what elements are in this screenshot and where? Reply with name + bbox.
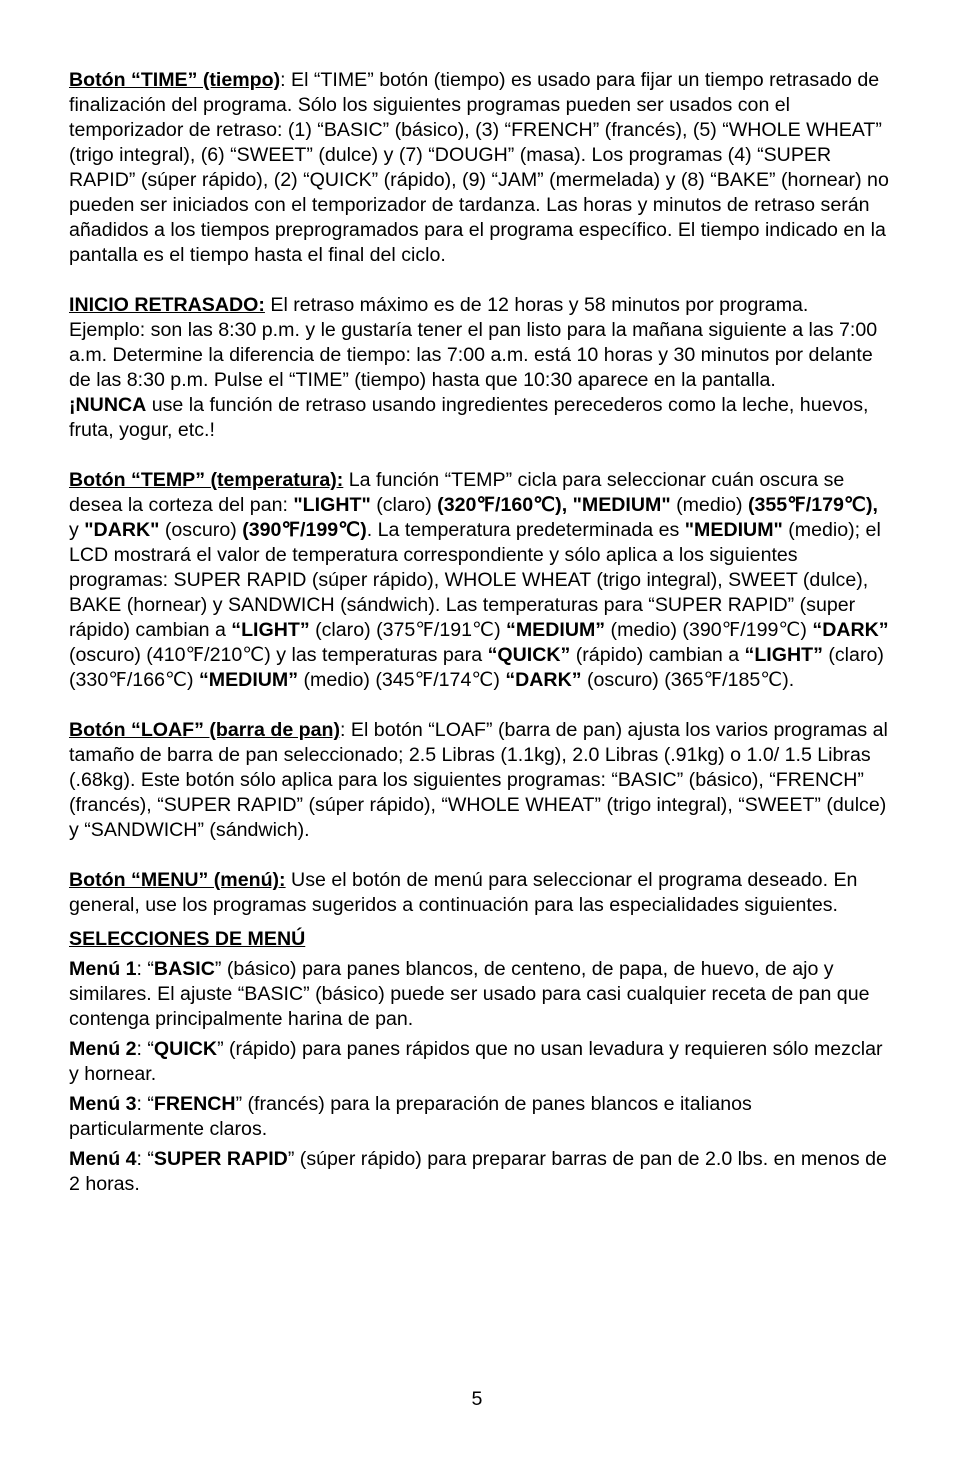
menu-selections-list [69, 957, 889, 1197]
temp-bold: (390℉/199℃) [242, 519, 367, 541]
temp-bold: (355℉/179℃), [747, 494, 878, 516]
temp-bold: “DARK” [812, 619, 889, 641]
menu-item-name: SUPER RAPID [153, 1148, 288, 1170]
temp-text: (claro) [370, 494, 438, 516]
temp-bold: “MEDIUM” [198, 669, 299, 691]
temp-bold: “DARK” [505, 669, 582, 691]
menu-item-sep: : “ [136, 1093, 154, 1115]
page-number: 5 [471, 1388, 483, 1410]
delay-start-paragraph [69, 293, 889, 318]
delay-start-heading: INICIO RETRASADO: [69, 294, 265, 316]
temp-button-paragraph [69, 468, 889, 693]
temp-bold: “LIGHT” [744, 644, 823, 666]
menu-item-text: ” (básico) para panes blancos, de centeno, de papa, de huevo, de ajo y similares. El ajuste “BASIC” (básico) puede ser usado para casi cualquier receta de pan que contenga principalmente harina de pan. [69, 958, 870, 1030]
menu-item-sep: : “ [136, 1148, 154, 1170]
list-item [69, 1037, 889, 1087]
temp-text: (medio); el LCD mostrará el valor de temperatura correspondiente y sólo aplica a los siguientes programas: SUPER RAPID (súper rápido), WHOLE WHEAT (trigo integral), SWEET (dulce), BAKE (hornear) y SANDWICH (sándwich). Las temperaturas para “SUPER RAPID” (super rápido) cambian a [69, 519, 881, 641]
temp-button-heading: Botón “TEMP” (temperatura): [69, 469, 344, 491]
menu-item-label: Menú 2 [69, 1038, 137, 1060]
delay-example-paragraph: Ejemplo: son las 8:30 p.m. y le gustaría tener el pan listo para la mañana siguiente a las 7:00 a.m. Determine la diferencia de tiempo: las 7:00 a.m. está 10 horas y 30 minutos por delante de las 8:30 p.m. Pulse el “TIME” (tiempo) hasta que 10:30 aparece en la pantalla. [69, 319, 878, 391]
list-item [69, 1092, 889, 1142]
delay-warning-paragraph [69, 393, 889, 443]
delay-warning-bold: ¡NUNCA [69, 394, 147, 416]
list-item [69, 1147, 889, 1197]
temp-text: (claro) (330℉/166℃) [69, 644, 884, 691]
temp-text: (oscuro) (410℉/210℃) y las temperaturas para [69, 644, 488, 666]
menu-item-name: QUICK [153, 1038, 218, 1060]
menu-item-label: Menú 1 [69, 958, 137, 980]
menu-item-name: FRENCH [153, 1093, 236, 1115]
menu-button-heading: Botón “MENU” (menú): [69, 869, 286, 891]
temp-bold: "MEDIUM" [684, 519, 783, 541]
menu-item-text: ” (francés) para la preparación de panes blancos e italianos particularmente claros. [69, 1093, 752, 1140]
temp-text: (medio) [670, 494, 748, 516]
loaf-button-paragraph [69, 718, 889, 843]
menu-selections-heading: SELECCIONES DE MENÚ [69, 928, 306, 950]
menu-button-paragraph [69, 868, 889, 918]
temp-text: (medio) (345℉/174℃) [298, 669, 506, 691]
temp-text: (oscuro) (365℉/185℃). [581, 669, 795, 691]
temp-text: (claro) (375℉/191℃) [309, 619, 507, 641]
manual-page [69, 68, 889, 1197]
delay-warning-text: use la función de retraso usando ingredientes perecederos como la leche, huevos, fruta, yogur, etc.! [69, 394, 869, 441]
menu-item-label: Menú 3 [69, 1093, 137, 1115]
list-item [69, 957, 889, 1032]
menu-item-sep: : “ [136, 1038, 154, 1060]
temp-bold: “MEDIUM” [506, 619, 606, 641]
menu-item-text: ” (súper rápido) para preparar barras de pan de 2.0 lbs. en menos de 2 horas. [69, 1148, 887, 1195]
temp-text: (medio) (390℉/199℃) [605, 619, 813, 641]
time-button-heading: Botón “TIME” (tiempo) [69, 69, 281, 91]
temp-bold: “QUICK” [487, 644, 571, 666]
temp-text: (oscuro) [159, 519, 243, 541]
time-button-text: : El “TIME” botón (tiempo) es usado para fijar un tiempo retrasado de finalización del programa. Sólo los siguientes programas pueden ser usados con el temporizador de retraso: (1) “BASIC” (básico), (3) “FRENCH” (francés), (5) “WHOLE WHEAT” (trigo integral), (6) “SWEET” (dulce) y (7) “DOUGH” (masa). Los programas (4) “SUPER RAPID” (súper rápido), (2) “QUICK” (rápido), (9) “JAM” (mermelada) y (8) “BAKE” (hornear) no pueden ser iniciados con el temporizador de tardanza. Las horas y minutos de retraso serán añadidos a los tiempos preprogramados para el programa específico. El tiempo indicado en la pantalla es el tiempo hasta el final del ciclo. [69, 69, 889, 266]
temp-bold: “LIGHT” [231, 619, 310, 641]
delay-start-text: El retraso máximo es de 12 horas y 58 minutos por programa. [264, 294, 809, 316]
temp-text: La función “TEMP” cicla para seleccionar cuán oscura se desea la corteza del pan: [69, 469, 845, 516]
temp-text: . La temperatura predeterminada es [366, 519, 685, 541]
temp-text: (rápido) cambian a [570, 644, 745, 666]
temp-bold: "DARK" [84, 519, 160, 541]
temp-bold: "LIGHT" [293, 494, 371, 516]
menu-item-name: BASIC [153, 958, 215, 980]
time-button-paragraph [69, 68, 889, 268]
menu-item-text: ” (rápido) para panes rápidos que no usan levadura y requieren sólo mezclar y hornear. [69, 1038, 883, 1085]
menu-button-text: Use el botón de menú para seleccionar el programa deseado. En general, use los programas sugeridos a continuación para las especialidades siguientes. [69, 869, 858, 916]
loaf-button-text: : El botón “LOAF” (barra de pan) ajusta los varios programas al tamaño de barra de pan seleccionado; 2.5 Libras (1.1kg), 2.0 Libras (.91kg) o 1.0/ 1.5 Libras (.68kg). Este botón sólo aplica para los siguientes programas: “BASIC” (básico), “FRENCH” (francés), “SUPER RAPID” (súper rápido), “WHOLE WHEAT” (trigo integral), “SWEET” (dulce) y “SANDWICH” (sándwich). [69, 719, 888, 841]
loaf-button-heading: Botón “LOAF” (barra de pan) [69, 719, 341, 741]
menu-item-label: Menú 4 [69, 1148, 137, 1170]
temp-bold: (320℉/160℃), "MEDIUM" [437, 494, 671, 516]
menu-item-sep: : “ [136, 958, 154, 980]
temp-text: y [69, 519, 85, 541]
